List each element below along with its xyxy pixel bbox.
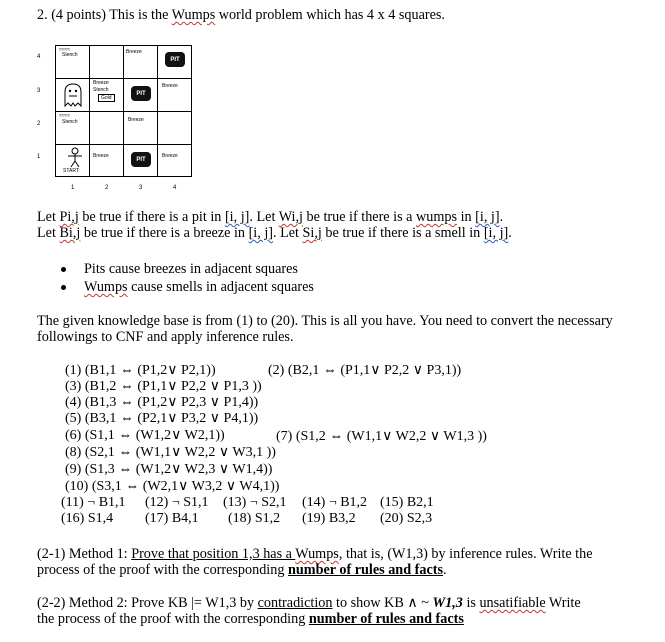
gold-icon: Gold	[98, 94, 115, 102]
var-ij: [i, j]	[224, 209, 250, 225]
word-unsatifiable: unsatifiable	[479, 595, 546, 611]
text: be true if there is a breeze in	[80, 225, 249, 241]
text: Let	[37, 225, 60, 241]
rule-5: (5) (B3,1 ⇔ (P2,1∨ P3,2 ∨ P4,1))	[65, 411, 259, 426]
text: be true if there is a smell in	[321, 225, 484, 241]
row-label-2: 2	[37, 121, 41, 127]
text-bold-underlined: number of rules and facts	[308, 611, 464, 627]
problem-header	[37, 7, 445, 24]
rule-10: (10) (S3,1 ⇔ (W2,1∨ W3,2 ∨ W4,1))	[65, 479, 280, 494]
text: be true if there is a pit in	[78, 209, 225, 225]
text: .	[499, 209, 504, 225]
word-wumps: Wumps	[84, 279, 128, 295]
rule-7: (7) (S1,2 ⇔ (W1,1∨ W2,2 ∨ W1,3 ))	[276, 429, 487, 444]
text: (2-1) Method 1:	[37, 546, 132, 562]
text: is	[462, 595, 480, 611]
fact-15: (15) B2,1	[380, 495, 434, 510]
var-sij: Si,j	[302, 225, 322, 241]
stench-squiggle-icon: ≈≈≈≈	[59, 47, 70, 53]
rule-3: (3) (B1,2 ⇔ (P1,1∨ P2,2 ∨ P1,3 ))	[65, 379, 262, 394]
breeze-label: Breeze	[162, 153, 178, 159]
word-wumps: Wumps	[295, 546, 339, 562]
definition-line-2	[37, 225, 512, 242]
text: cause smells in adjacent squares	[127, 279, 314, 295]
col-label-4: 4	[173, 185, 177, 191]
pit-icon: PIT	[165, 52, 185, 67]
pit-icon: PIT	[131, 86, 151, 101]
text-bold-underlined: number of rules and facts	[287, 562, 444, 578]
text: .	[443, 562, 447, 578]
var-wij: Wi,j	[278, 209, 303, 225]
rule-9: (9) (S1,3 ⇔ (W1,2∨ W2,3 ∨ W1,4))	[65, 462, 273, 477]
breeze-label: Breeze	[126, 49, 142, 55]
stench-label: Stench	[62, 52, 78, 58]
text: , that is, (W1,3) by inference rules. Write the	[338, 546, 593, 562]
rule-6: (6) (S1,1 ⇔ (W1,2∨ W2,1))	[65, 428, 225, 443]
text-bold-italic: W1,3	[432, 595, 463, 611]
stench-label: Stench	[93, 87, 109, 93]
text: to show KB ∧ ~	[332, 595, 433, 611]
kb-intro-line-2: followings to CNF and apply inference rules.	[37, 329, 294, 345]
rule-4: (4) (B1,3 ⇔ (P1,2∨ P2,3 ∨ P1,4))	[65, 395, 259, 410]
text: Write	[545, 595, 581, 611]
row-label-3: 3	[37, 88, 41, 94]
word-wumps: wumps	[416, 209, 458, 225]
question-2-1-line-2	[37, 562, 447, 579]
pit-icon: PIT	[131, 152, 151, 167]
breeze-label: Breeze	[128, 117, 144, 123]
wumpus-grid	[55, 45, 192, 177]
question-2-2-line-1	[37, 595, 581, 612]
bullet-item-2	[84, 279, 314, 296]
stench-squiggle-icon: ≈≈≈≈	[59, 113, 70, 119]
text: (2-2) Method 2: Prove KB |= W1,3 by	[37, 595, 258, 611]
var-ij: [i, j]	[248, 225, 273, 241]
text: . Let	[273, 225, 303, 241]
text: the process of the proof with the corresponding	[37, 611, 309, 627]
col-label-2: 2	[105, 185, 109, 191]
bullet-icon	[61, 285, 66, 290]
header-wumps: Wumps	[171, 7, 216, 23]
breeze-label: Breeze	[162, 83, 178, 89]
text: process of the proof with the corresponding	[37, 562, 288, 578]
text: in	[457, 209, 476, 225]
question-2-2-line-2	[37, 611, 464, 628]
text: .	[508, 225, 512, 241]
fact-18: (18) S1,2	[228, 511, 281, 526]
rule-2: (2) (B2,1 ⇔ (P1,1∨ P2,2 ∨ P3,1))	[268, 363, 462, 378]
text: be true if there is a	[302, 209, 417, 225]
fact-17: (17) B4,1	[145, 511, 199, 526]
rule-8: (8) (S2,1 ⇔ (W1,1∨ W2,2 ∨ W3,1 ))	[65, 445, 276, 460]
header-text-end: world problem which has 4 x 4 squares.	[215, 7, 445, 23]
stench-label: Stench	[62, 119, 78, 125]
col-label-3: 3	[139, 185, 143, 191]
fact-20: (20) S2,3	[380, 511, 433, 526]
fact-16: (16) S1,4	[61, 511, 114, 526]
definition-line-1	[37, 209, 503, 226]
var-ij: [i, j]	[475, 209, 500, 225]
question-2-1-line-1	[37, 546, 593, 563]
start-label: START	[63, 168, 79, 174]
bullet-icon	[61, 267, 66, 272]
header-text: 2. (4 points) This is the	[37, 7, 172, 23]
col-label-1: 1	[71, 185, 75, 191]
fact-14: (14) ¬ B1,2	[302, 495, 368, 510]
kb-intro-line-1: The given knowledge base is from (1) to (20). This is all you have. You need to convert the necessary	[37, 313, 613, 329]
text: . Let	[249, 209, 279, 225]
bullet-item-1: Pits cause breezes in adjacent squares	[84, 261, 298, 277]
breeze-label: Breeze	[93, 80, 109, 86]
var-pij: Pi,j	[59, 209, 79, 225]
fact-19: (19) B3,2	[302, 511, 356, 526]
text-underlined: contradiction	[257, 595, 333, 611]
text-underlined: Prove that position 1,3 has a	[131, 546, 296, 562]
row-label-1: 1	[37, 154, 41, 160]
rule-1: (1) (B1,1 ⇔ (P1,2∨ P2,1))	[65, 363, 216, 378]
wumpus-monster-icon	[60, 82, 86, 108]
fact-13: (13) ¬ S2,1	[223, 495, 287, 510]
fact-12: (12) ¬ S1,1	[145, 495, 209, 510]
fact-11: (11) ¬ B1,1	[61, 495, 126, 510]
text: Let	[37, 209, 60, 225]
agent-icon	[64, 146, 86, 168]
row-label-4: 4	[37, 54, 41, 60]
var-ij: [i, j]	[483, 225, 509, 241]
breeze-label: Breeze	[93, 153, 109, 159]
var-bij: Bi,j	[59, 225, 81, 241]
